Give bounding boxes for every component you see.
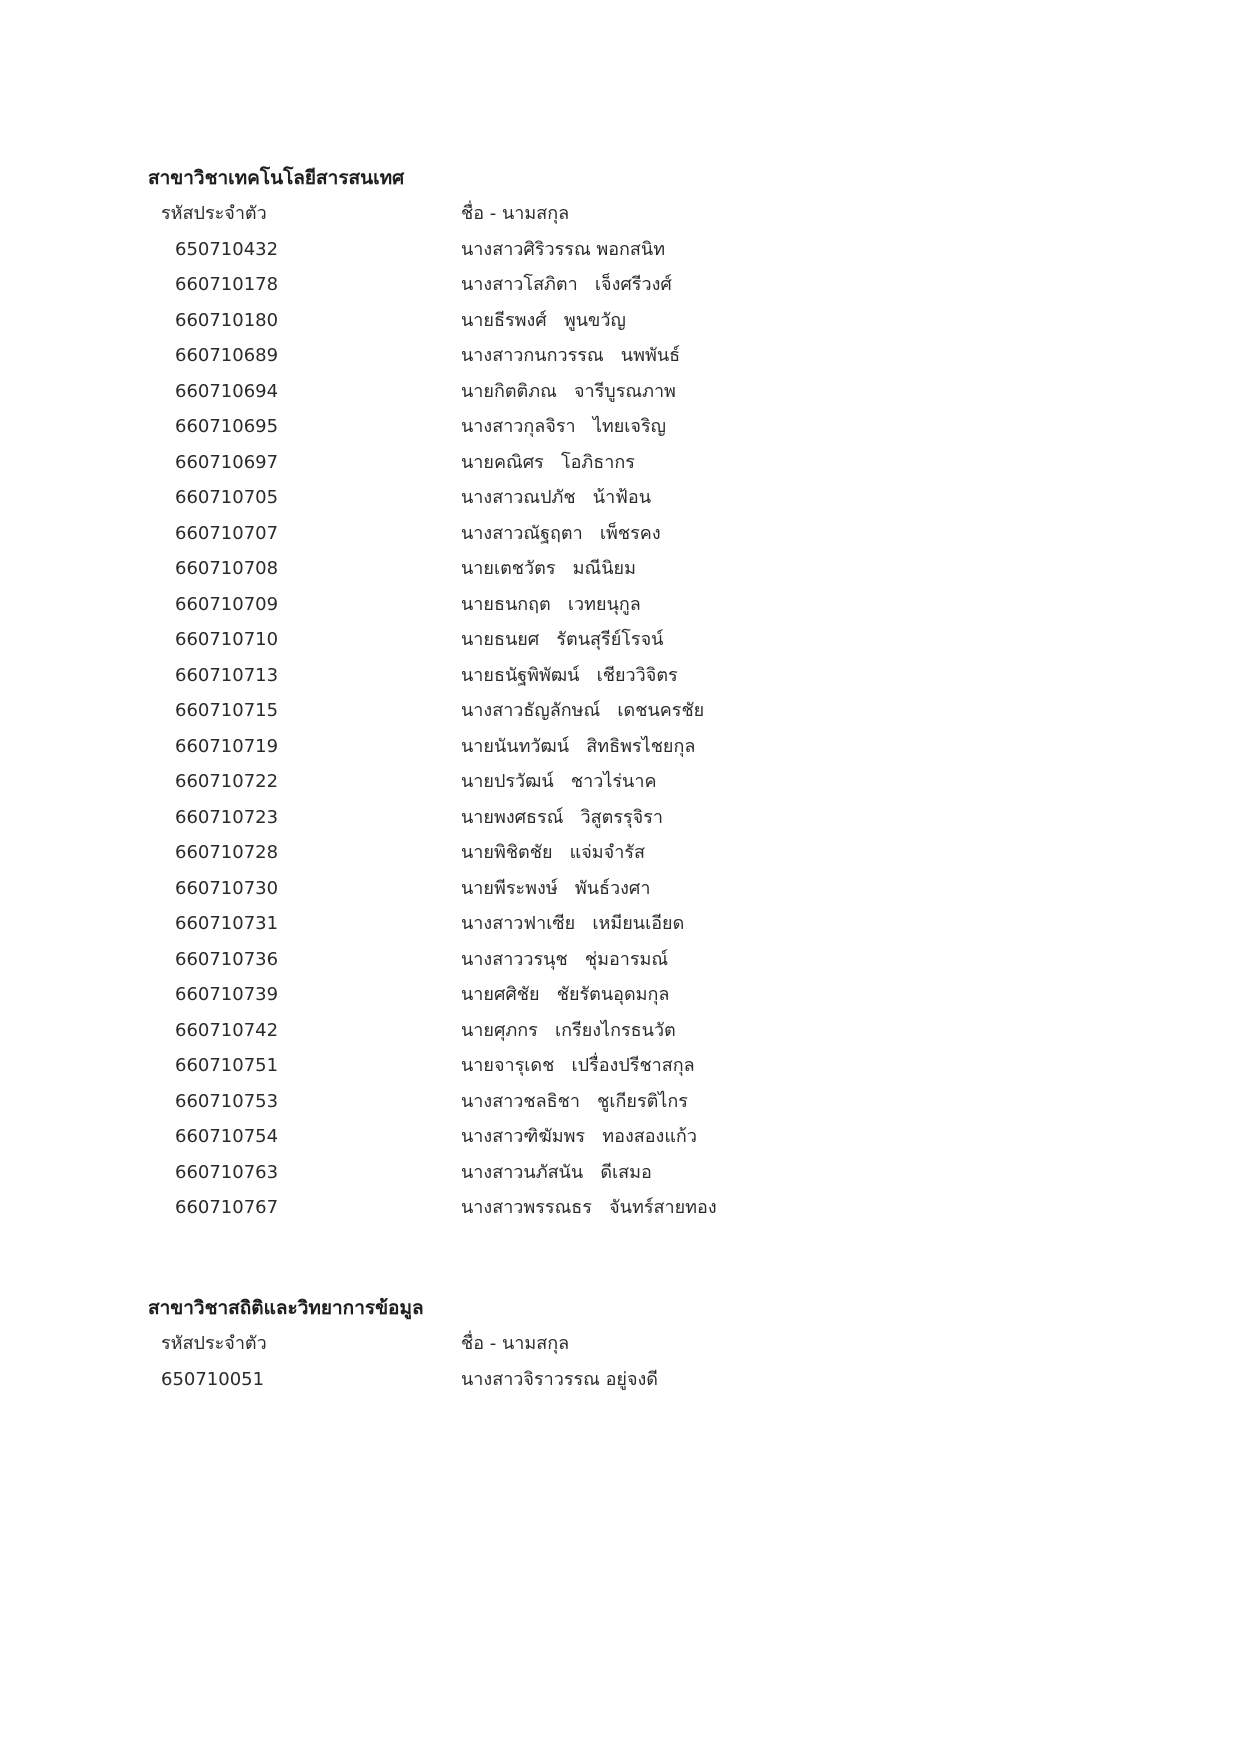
student-id-header: รหัสประจำตัว bbox=[161, 203, 267, 224]
full-name-header: ชื่อ - นามสกุล bbox=[461, 203, 570, 224]
table-row bbox=[148, 516, 1048, 552]
student-name: นายพีระพงษ์ พันธ์วงศา bbox=[461, 877, 651, 899]
table-row bbox=[148, 1013, 1048, 1049]
student-id: 660710751 bbox=[175, 1055, 279, 1076]
table-row bbox=[148, 658, 1048, 694]
student-id: 660710707 bbox=[175, 522, 279, 544]
student-name: นางสาวพรรณธร จันทร์สายทอง bbox=[461, 1197, 717, 1218]
table-row bbox=[148, 764, 1048, 800]
student-name: นางสาววรนุช ชุ่มอารมณ์ bbox=[461, 948, 669, 970]
table-row bbox=[148, 1155, 1048, 1191]
student-name: นายธีรพงศ์ พูนขวัญ bbox=[461, 309, 626, 331]
table-header bbox=[148, 1326, 1048, 1362]
table-row bbox=[148, 871, 1048, 907]
student-id: 660710694 bbox=[175, 380, 279, 402]
student-id: 660710705 bbox=[175, 487, 279, 508]
student-name: นายปรวัฒน์ ชาวไร่นาค bbox=[461, 771, 657, 792]
student-id: 660710715 bbox=[175, 700, 279, 721]
table-row bbox=[148, 729, 1048, 765]
table-row bbox=[148, 338, 1048, 374]
table-row bbox=[148, 835, 1048, 871]
section-information-technology bbox=[148, 160, 1048, 1226]
table-row bbox=[148, 374, 1048, 410]
table-row bbox=[148, 232, 1048, 268]
student-name: นางสาวฟาเซีย เหมียนเอียด bbox=[461, 913, 685, 934]
student-id: 660710753 bbox=[175, 1090, 279, 1112]
student-id: 660710713 bbox=[175, 664, 279, 686]
student-id: 660710689 bbox=[175, 345, 279, 366]
student-name: นายศศิชัย ชัยรัตนอุดมกุล bbox=[461, 984, 670, 1005]
student-id: 650710051 bbox=[161, 1368, 265, 1390]
table-row bbox=[148, 800, 1048, 836]
student-id-header: รหัสประจำตัว bbox=[161, 1333, 267, 1354]
table-header bbox=[148, 196, 1048, 232]
table-row bbox=[148, 587, 1048, 623]
student-name: นางสาวชลธิชา ชูเกียรติไกร bbox=[461, 1090, 688, 1112]
student-name: นายธนกฤต เวทยนุกูล bbox=[461, 593, 641, 615]
table-row bbox=[148, 445, 1048, 481]
student-name: นางสาวกนกวรรณ นพพันธ์ bbox=[461, 345, 681, 366]
student-name: นางสาวธัญลักษณ์ เดชนครชัย bbox=[461, 700, 705, 721]
student-name: นางสาวนภัสนัน ดีเสมอ bbox=[461, 1161, 652, 1183]
table-row bbox=[148, 409, 1048, 445]
table-row bbox=[148, 1362, 1048, 1398]
student-id: 660710723 bbox=[175, 806, 279, 828]
student-name: นายพงศธรณ์ วิสูตรรุจิรา bbox=[461, 806, 663, 828]
student-id: 650710432 bbox=[175, 238, 279, 260]
table-row bbox=[148, 303, 1048, 339]
student-name: นายเตชวัตร มณีนิยม bbox=[461, 558, 636, 579]
student-id: 660710742 bbox=[175, 1019, 279, 1041]
student-id: 660710739 bbox=[175, 984, 279, 1005]
table-row bbox=[148, 942, 1048, 978]
student-id: 660710719 bbox=[175, 735, 279, 757]
student-name: นางสาวจิราวรรณ อยู่จงดี bbox=[461, 1368, 658, 1390]
table-row bbox=[148, 1084, 1048, 1120]
section-title: สาขาวิชาสถิติและวิทยาการข้อมูล bbox=[148, 1297, 424, 1319]
student-name: นายกิตติภณ จารีบูรณภาพ bbox=[461, 380, 676, 402]
student-name: นายพิชิตชัย แจ่มจำรัส bbox=[461, 842, 645, 863]
section-statistics-data-science bbox=[148, 1290, 1048, 1397]
student-name: นางสาวณัฐฤตา เพ็ชรคง bbox=[461, 522, 661, 544]
student-id: 660710767 bbox=[175, 1197, 279, 1218]
table-row bbox=[148, 622, 1048, 658]
student-id: 660710695 bbox=[175, 416, 279, 437]
student-name: นางสาวณปภัช น้าฟ้อน bbox=[461, 487, 652, 508]
student-name: นางสาวกุลจิรา ไทยเจริญ bbox=[461, 416, 666, 437]
student-id: 660710180 bbox=[175, 309, 279, 331]
table-row bbox=[148, 480, 1048, 516]
student-list bbox=[148, 1362, 1048, 1398]
student-id: 660710763 bbox=[175, 1161, 279, 1183]
student-id: 660710708 bbox=[175, 558, 279, 579]
student-name: นายธนัฐพิพัฒน์ เชียววิจิตร bbox=[461, 664, 678, 686]
student-name: นายนันทวัฒน์ สิทธิพรไชยกุล bbox=[461, 735, 696, 757]
student-id: 660710736 bbox=[175, 948, 279, 970]
full-name-header: ชื่อ - นามสกุล bbox=[461, 1333, 570, 1354]
student-id: 660710728 bbox=[175, 842, 279, 863]
student-list bbox=[148, 232, 1048, 1226]
student-name: นายจารุเดช เปรื่องปรีชาสกุล bbox=[461, 1055, 695, 1076]
table-row bbox=[148, 693, 1048, 729]
section-title: สาขาวิชาเทคโนโลยีสารสนเทศ bbox=[148, 167, 405, 189]
student-id: 660710178 bbox=[175, 274, 279, 295]
student-name: นายคณิศร โอภิธากร bbox=[461, 451, 635, 473]
student-name: นางสาวฑิฆัมพร ทองสองแก้ว bbox=[461, 1126, 697, 1147]
table-row bbox=[148, 267, 1048, 303]
table-row bbox=[148, 977, 1048, 1013]
student-id: 660710722 bbox=[175, 771, 279, 792]
student-name: นายธนยศ รัตนสุรีย์โรจน์ bbox=[461, 629, 664, 650]
table-row bbox=[148, 1190, 1048, 1226]
student-name: นายศุภกร เกรียงไกรธนวัต bbox=[461, 1019, 676, 1041]
student-id: 660710754 bbox=[175, 1126, 279, 1147]
table-row bbox=[148, 1048, 1048, 1084]
table-row bbox=[148, 551, 1048, 587]
table-row bbox=[148, 1119, 1048, 1155]
student-name: นางสาวโสภิตา เจ็งศรีวงศ์ bbox=[461, 274, 672, 295]
student-id: 660710697 bbox=[175, 451, 279, 473]
student-id: 660710710 bbox=[175, 629, 279, 650]
student-id: 660710730 bbox=[175, 877, 279, 899]
student-name: นางสาวศิริวรรณ พอกสนิท bbox=[461, 238, 666, 260]
table-row bbox=[148, 906, 1048, 942]
student-id: 660710709 bbox=[175, 593, 279, 615]
student-id: 660710731 bbox=[175, 913, 279, 934]
